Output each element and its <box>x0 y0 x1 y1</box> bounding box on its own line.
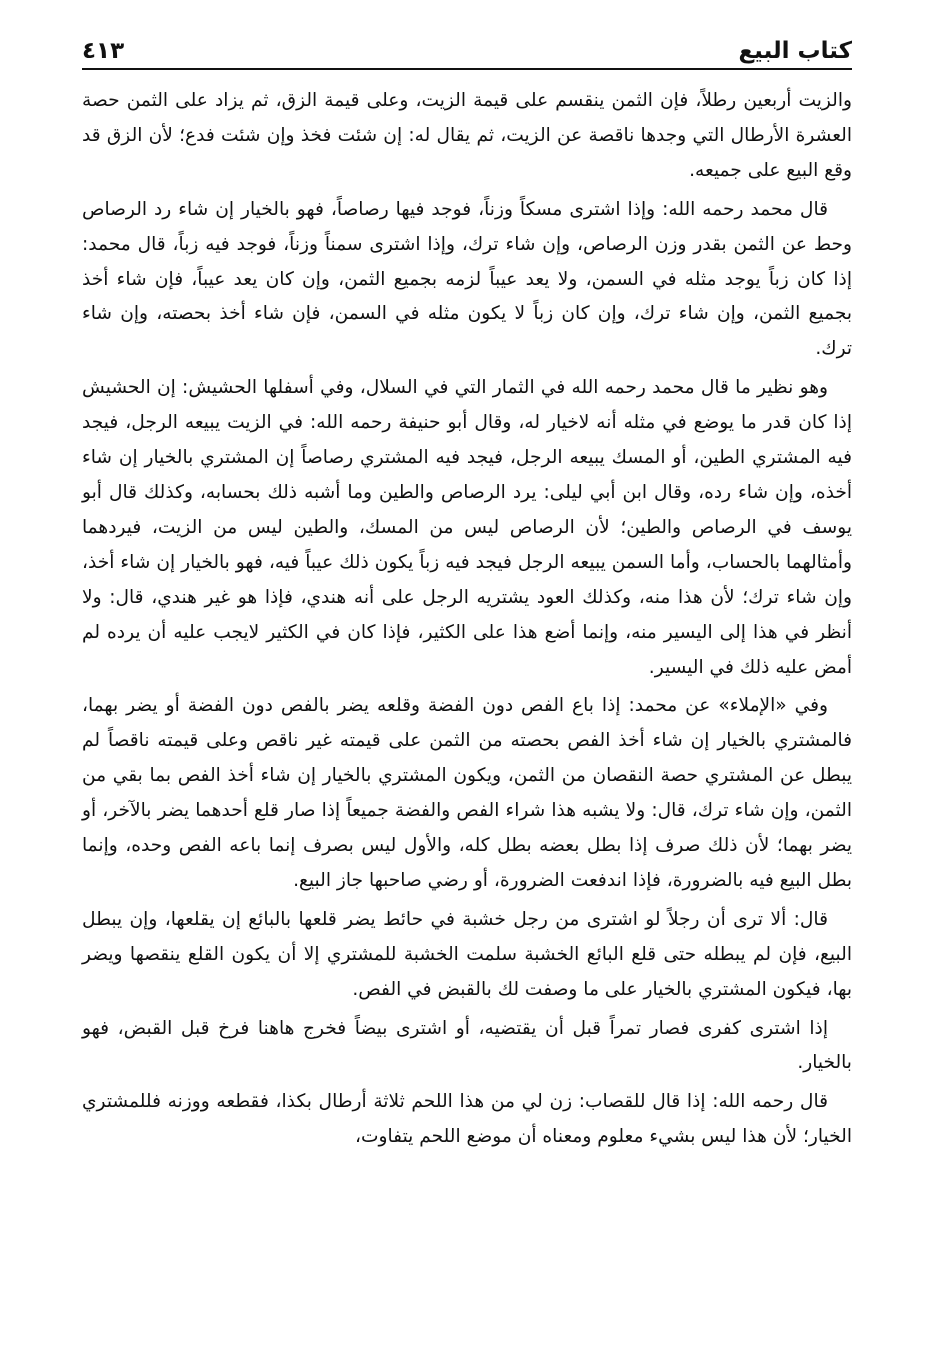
book-title: كتاب البيع <box>738 38 852 64</box>
paragraph: والزيت أربعين رطلاً، فإن الثمن ينقسم على قيمة الزيت، وعلى قيمة الزق، ثم يزاد على الثمن حصة العشرة الأرطال التي وجدها ناقصة عن الزيت، ثم يقال له: إن شئت فخذ وإن شئت فدع؛ لأن الزق قد وقع البيع على جميعه. <box>82 90 852 181</box>
paragraph: قال رحمه الله: إذا قال للقصاب: زن لي من هذا اللحم ثلاثة أرطال بكذا، فقطعه ووزنه فللمشتري الخيار؛ لأن هذا ليس بشيء معلوم ومعناه أن موضع اللحم يتفاوت، <box>82 1091 852 1148</box>
paragraph: إذا اشترى كفرى فصار تمراً قبل أن يقتضيه، أو اشترى بيضاً فخرج هاهنا فرخ قبل القبض، فهو بالخيار. <box>82 1017 852 1074</box>
paragraph: وهو نظير ما قال محمد رحمه الله في الثمار التي في السلال، وفي أسفلها الحشيش: إن الحشيش إذا كان قدر ما يوضع في مثله أنه لاخيار له، وقال أبو حنيفة رحمه الله: في الزيت يبيعه الرجل، فيجد فيه المشتري الطين، أو المسك يبيعه الرجل، فيجد فيه المشتري رصاصاً إن المشتري بالخيار إن شاء أخذه، وإن شاء رده، وقال ابن أبي ليلى: يرد الرصاص والطين وما أشبه ذلك بحسابه، وكذلك قال أبو يوسف في الرصاص والطين؛ لأن الرصاص ليس من المسك، والطين ليس من الزيت، فيردهما وأمثالهما بالحساب، وأما السمن يبيعه الرجل فيجد فيه زباً يكون ذلك عيباً فيه، فهو بالخيار إن شاء أخذ، وإن شاء ترك؛ لأن هذا منه، وكذلك العود يشتريه الرجل على أنه هندي، فإذا هو غير هندي، قال: ولا أنظر في هذا إلى اليسير منه، وإنما أضع هذا على الكثير، فإذا كان في الكثير لايجب عليه أن يرده لم أمض عليه ذلك في اليسير. <box>82 377 852 678</box>
paragraph: وفي «الإملاء» عن محمد: إذا باع الفص دون الفضة وقلعه يضر بالفص دون الفضة أو يضر بهما، فالمشتري بالخيار إن شاء أخذ الفص بحصته من الثمن على قيمته غير ناقص وعلى قيمته ناقصاً لم يبطل عن المشتري حصة النقصان من الثمن، ويكون المشتري بالخيار إن شاء أخذ الفص بما بقي من الثمن، وإن شاء ترك، قال: ولا يشبه هذا شراء الفص والفضة جميعاً إذا صار قلع أحدهما يضر بالآخر، أو يضر بهما؛ لأن ذلك صرف إذا بطل بعضه بطل كله، والأول ليس بصرف إنما باعه الفص وحده، وإنما بطل البيع فيه بالضرورة، فإذا اندفعت الضرورة، أو رضي صاحبها جاز البيع. <box>82 695 852 891</box>
header-divider <box>82 68 852 70</box>
page-header <box>82 22 852 64</box>
page-number: ٤١٣ <box>82 38 125 64</box>
paragraph: قال: ألا ترى أن رجلاً لو اشترى من رجل خشبة في حائط يضر قلعها بالبائع إن يقلعها، وإن يبطل البيع، فإن لم يبطله حتى قلع البائع الخشبة سلمت الخشبة للمشتري إلا أن يكون القلع ينقصها ويضر بها، فيكون المشتري بالخيار على ما وصفت لك بالقبض في الفص. <box>82 908 852 1000</box>
body-text <box>82 84 852 1155</box>
paragraph: قال محمد رحمه الله: وإذا اشترى مسكاً وزناً، فوجد فيها رصاصاً، فهو بالخيار إن شاء رد الرصاص وحط عن الثمن بقدر وزن الرصاص، وإن شاء ترك، وإذا اشترى سمناً وزناً، فوجد فيه زباً، قال محمد: إذا كان زباً يوجد مثله في السمن، ولا يعد عيباً لزمه بجميع الثمن، وإن كان يعد عيباً، فإن شاء أخذ بجميع الثمن، وإن شاء ترك، وإن كان زباً لا يكون مثله في السمن، فإن شاء أخذ بحصته، وإن شاء ترك. <box>82 198 852 360</box>
